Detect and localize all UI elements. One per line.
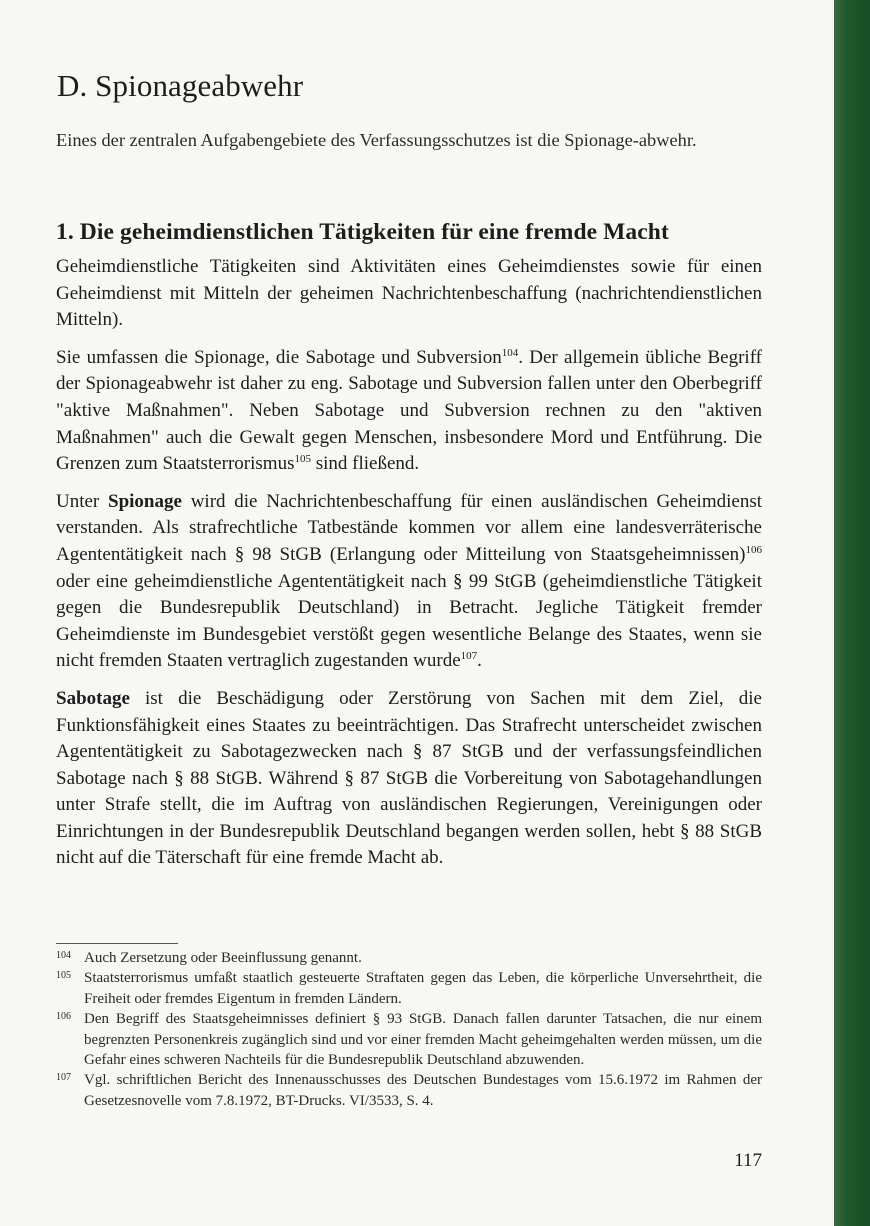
footnote-number: 105: [56, 970, 71, 982]
footnote-105: [56, 968, 762, 1009]
paragraph-spionage-text-d: .: [477, 650, 482, 672]
footnote-104: [56, 948, 762, 968]
footnote-number: 106: [56, 1011, 71, 1023]
page-number: 117: [734, 1150, 762, 1171]
paragraph-scope: [56, 345, 762, 478]
footnote-number: 107: [56, 1072, 71, 1084]
footnote-ref-104[interactable]: 104: [501, 346, 519, 359]
paragraph-sabotage-text: ist die Beschädigung oder Zerstörung von Sachen mit dem Ziel, die Funktionsfähigkeit eines Staates zu beeinträchtigen. Das Strafrecht unterscheidet zwischen Agententätigkeit zu Sabotagezwecken nach § 87 StGB und der verfassungsfeindlichen Sabotage nach § 88 StGB. Während § 87 StGB die Vorbereitung von Sabotagehandlungen unter Strafe stellt, die im Auftrag von ausländischen Regierungen, Vereinigungen oder Einrichtungen in der Bundesrepublik Deutschland begangen werden sollen, hebt § 88 StGB nicht auf die Täterschaft für eine fremde Macht ab.: [56, 687, 762, 869]
paragraph-spionage-text-c: oder eine geheimdienstliche Agententätigkeit nach § 99 StGB (geheimdienstliche Tätigkeit gegen die Bundesrepublik Deutschland) in Betracht. Jegliche Tätigkeit fremder Geheimdienste im Bundesgebiet verstößt gegen wesentliche Belange des Staates, wenn sie nicht fremden Staaten vertraglich zugestanden wurde: [56, 570, 762, 672]
footnote-text: Vgl. schriftlichen Bericht des Innenausschusses des Deutschen Bundestages vom 15.6.1972 im Rahmen der Gesetzesnovelle vom 7.8.1972, BT-Drucks. VI/3533, S. 4.: [84, 1072, 762, 1109]
footnote-ref-107[interactable]: 107: [460, 650, 478, 663]
footnotes: [56, 948, 762, 1111]
body-text: [56, 254, 762, 883]
footnote-ref-106[interactable]: 106: [745, 543, 762, 556]
footnote-106: [56, 1009, 762, 1070]
footnote-107: [56, 1070, 762, 1111]
paragraph-definition: Geheimdienstliche Tätigkeiten sind Aktivitäten eines Geheimdienstes sowie für einen Geheimdienst mit Mitteln der geheimen Nachrichtenbeschaffung (nachrichtendienstlichen Mitteln).: [56, 256, 762, 331]
footnote-text: Den Begriff des Staatsgeheimnisses definiert § 93 StGB. Danach fallen darunter Tatsachen, die nur einem begrenzten Personenkreis zugänglich sind und vor einer fremden Macht geheimgehalten werden müssen, um die Gefahr eines schweren Nachteils für die Bundesrepublik Deutschland abzuwenden.: [84, 1011, 762, 1069]
footnote-text: Staatsterrorismus umfaßt staatlich gesteuerte Straftaten gegen das Leben, die körperliche Unversehrtheit, die Freiheit oder fremdes Eigentum in fremden Ländern.: [84, 970, 762, 1007]
paragraph-spionage-text-b: wird die Nachrichtenbeschaffung für einen ausländischen Geheimdienst verstanden. Als strafrechtliche Tatbestände kommen vor allem eine landesverräterische Agententätigkeit nach § 98 StGB (Erlangung oder Mitteilung von Staatsgeheimnissen): [56, 490, 762, 565]
section-title: 1. Die geheimdienstlichen Tätigkeiten für eine fremde Macht: [56, 219, 669, 245]
term-spionage: Spionage: [108, 490, 182, 512]
paragraph-scope-text-b: . Der allgemein übliche Begriff der Spionageabwehr ist daher zu eng. Sabotage und Subversion fallen unter den Oberbegriff "aktive Maßnahmen". Neben Sabotage und Subversion rechnen zu den "aktiven Maßnahmen" auch die Gewalt gegen Menschen, insbesondere Mord und Entführung. Die Grenzen zum Staatsterrorismus: [56, 346, 763, 475]
footnote-number: 104: [56, 950, 71, 961]
book-page: [56, 0, 762, 1226]
footnote-ref-105[interactable]: 105: [294, 453, 311, 466]
chapter-title: D. Spionageabwehr: [57, 68, 304, 103]
paragraph-scope-text-a: Sie umfassen die Spionage, die Sabotage und Subversion: [56, 346, 502, 368]
paragraph-spionage-text-a: Unter: [56, 490, 109, 512]
term-sabotage: Sabotage: [56, 687, 130, 709]
paragraph-sabotage: [56, 686, 762, 872]
paragraph-scope-text-c: sind fließend.: [310, 453, 420, 475]
intro-paragraph: Eines der zentralen Aufgabengebiete des Verfassungsschutzes ist die Spionage-abwehr.: [56, 130, 697, 150]
book-edge-green-strip: [834, 0, 870, 1226]
paragraph-spionage: [56, 489, 762, 675]
footnote-separator: [56, 943, 178, 944]
footnote-text: Auch Zersetzung oder Beeinflussung genannt.: [84, 950, 362, 966]
